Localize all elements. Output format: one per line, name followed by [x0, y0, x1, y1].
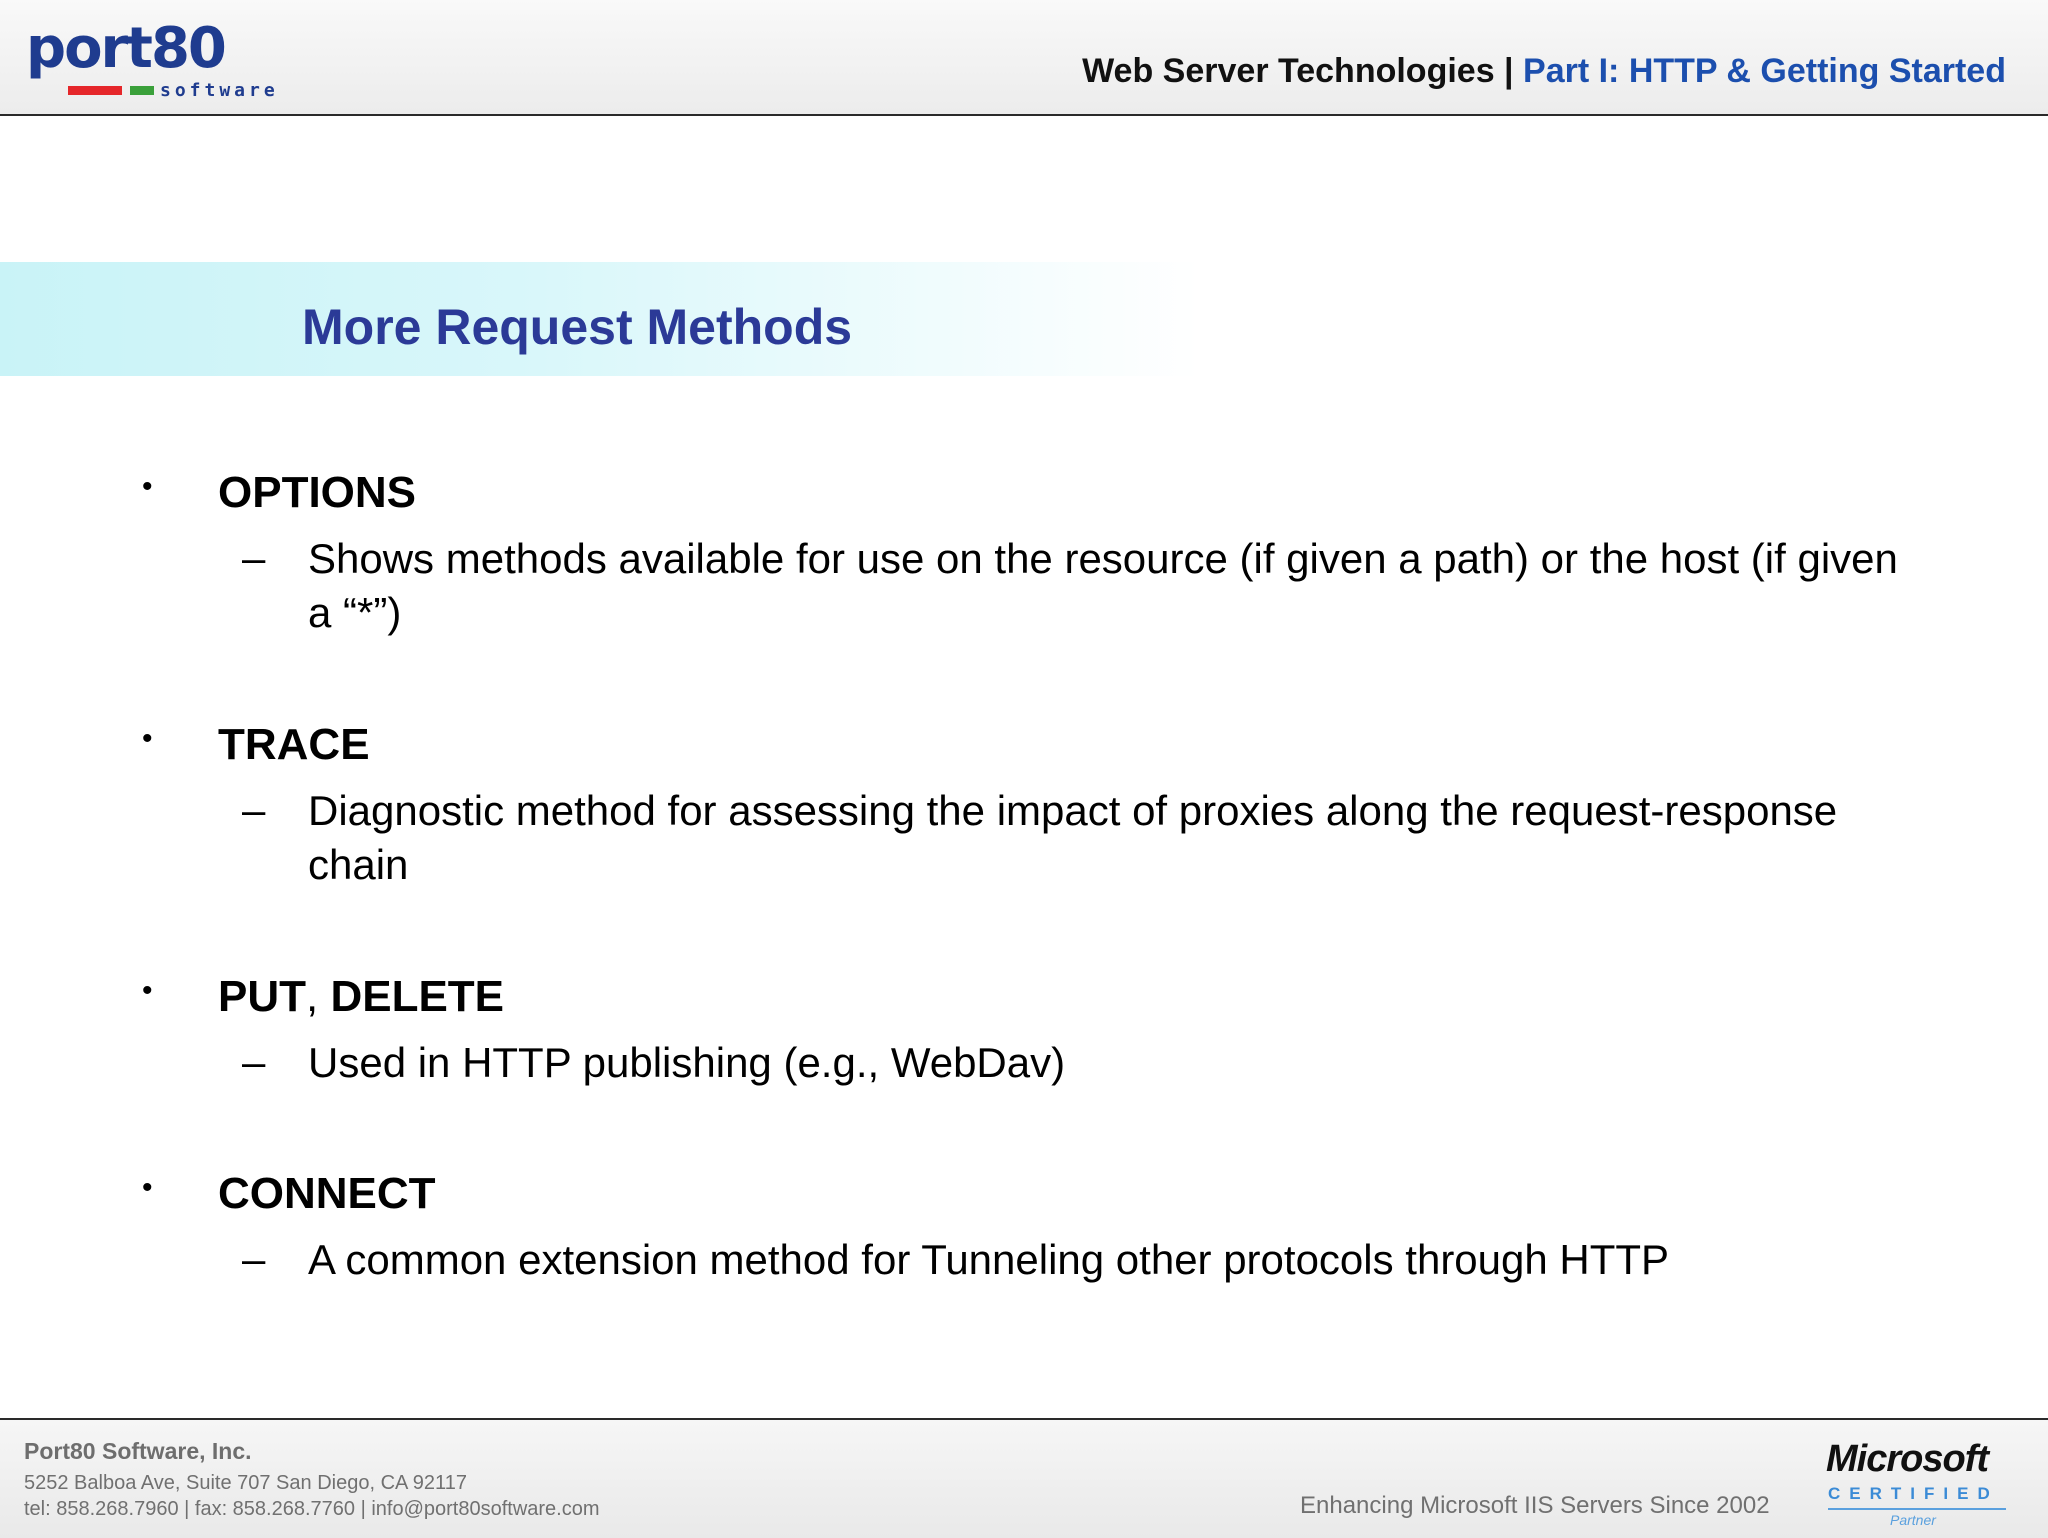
header-title [1082, 52, 2006, 91]
heading-separator: , [306, 972, 331, 1021]
bullet-marker: • [142, 1171, 153, 1204]
heading-put: PUT [218, 972, 306, 1021]
sub-bullet-text: Used in HTTP publishing (e.g., WebDav) [308, 1039, 1066, 1086]
bullet-heading: CONNECT [218, 1169, 436, 1218]
bullet-heading [218, 972, 504, 1022]
port80-logo [26, 16, 286, 100]
bullet-marker: • [142, 974, 153, 1007]
sub-bullet-dash: – [242, 1038, 266, 1085]
header-title-course: Web Server Technologies | [1082, 52, 1524, 90]
heading-delete: DELETE [330, 972, 505, 1021]
sub-bullet-dash: – [242, 534, 266, 581]
sub-bullet-dash: – [242, 1235, 266, 1282]
header-title-part: Part I: HTTP & Getting Started [1523, 52, 2006, 90]
sub-bullet-text: Shows methods available for use on the resource (if given a path) or the host (if given a “*”) [308, 535, 1898, 636]
ms-logo-certified: CERTIFIED [1828, 1484, 1999, 1503]
ms-logo-rule [1828, 1508, 2006, 1510]
logo-wordmark: port80 [26, 16, 225, 81]
sub-bullet-dash: – [242, 786, 266, 833]
bullet-heading: OPTIONS [218, 468, 417, 517]
footer-tagline: Enhancing Microsoft IIS Servers Since 2002 [1300, 1492, 1770, 1519]
sub-bullet-text: Diagnostic method for assessing the impact of proxies along the request-response chain [308, 787, 1838, 888]
bullet-heading: TRACE [218, 720, 370, 769]
ms-logo-word: Microsoft [1826, 1438, 1988, 1480]
footer-address: 5252 Balboa Ave, Suite 707 San Diego, CA 92117 [24, 1472, 467, 1494]
slide-header [0, 0, 2048, 116]
logo-subtitle: software [160, 80, 279, 101]
footer-company: Port80 Software, Inc. [24, 1438, 252, 1464]
logo-red-bar [68, 86, 122, 95]
logo-green-bar [130, 86, 154, 95]
ms-logo-partner: Partner [1890, 1512, 1936, 1528]
slide-title: More Request Methods [302, 299, 853, 355]
sub-bullet-text: A common extension method for Tunneling other protocols through HTTP [308, 1236, 1670, 1283]
bullet-marker: • [142, 470, 153, 503]
footer-contact: tel: 858.268.7960 | fax: 858.268.7760 | info@port80software.com [24, 1498, 600, 1520]
bullet-marker: • [142, 722, 153, 755]
microsoft-certified-partner-logo [1826, 1438, 2016, 1528]
slide-footer [0, 1418, 2048, 1538]
